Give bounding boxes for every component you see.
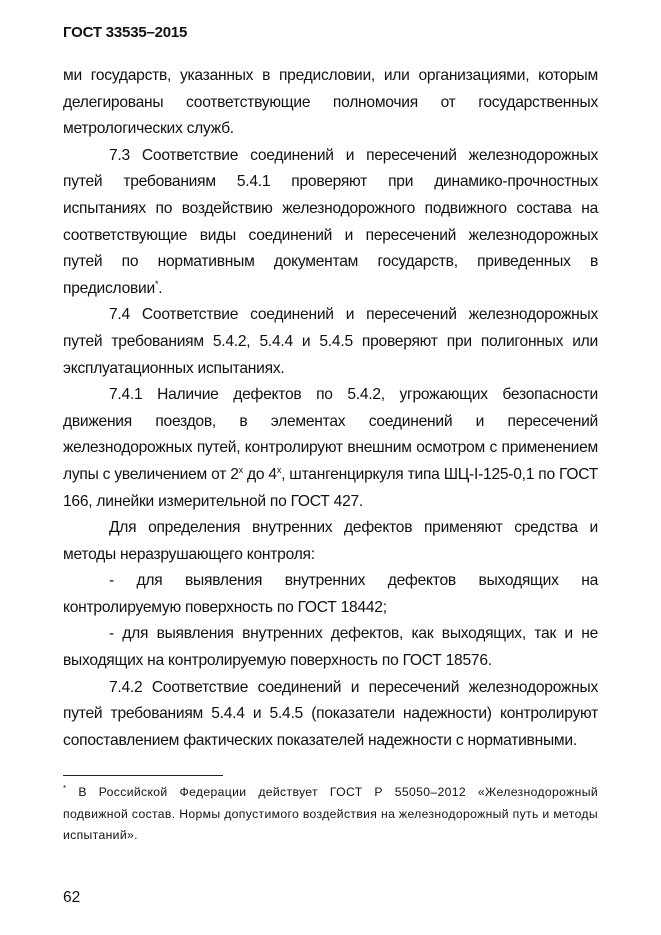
- paragraph-text: - для выявления внутренних дефектов выходящих на контролируемую поверхность по ГОСТ 18442;: [63, 572, 598, 616]
- paragraph-7-4: [63, 302, 598, 382]
- paragraph-text: 7.4.1 Наличие дефектов по 5.4.2, угрожающих безопасности движения поездов, в элементах соединений и пересечений железнодорожных путей, контролируют внешним осмотром с применением лупы с увеличением от 2: [63, 386, 598, 483]
- footnote-marker: *: [63, 784, 67, 793]
- list-item: [63, 568, 598, 621]
- paragraph-7-4-2: [63, 675, 598, 755]
- paragraph-text: 7.4 Соответствие соединений и пересечений железнодорожных путей требованиям 5.4.2, 5.4.4 и 5.4.5 проверяют при полигонных или эксплуатационных испытаниях.: [63, 306, 598, 377]
- paragraph-text: , штангенциркуля типа ШЦ-I-125-0,1 по ГОСТ 166, линейки измерительной по ГОСТ 427.: [63, 465, 598, 510]
- paragraph-text: до 4: [242, 465, 277, 483]
- paragraph-7-3: 7.3 Соответствие соединений и пересечений железнодорожных путей требованиям 5.4.1 проверяют при динамико-прочностных испытаниях по воздействию железнодорожного подвижного состава на соответствующие виды соединений и пересечений железнодорожных путей по нормативным документам государств, приведенных в предисловии*.: [63, 146, 598, 297]
- list-item: [63, 621, 598, 674]
- footnote-reference: *: [154, 278, 159, 289]
- superscript: х: [276, 464, 282, 475]
- paragraph-7-4-1: [63, 382, 598, 515]
- paragraph-text: Для определения внутренних дефектов применяют средства и методы неразрушающего контроля:: [63, 519, 598, 563]
- paragraph-continuation: [63, 63, 598, 143]
- paragraph-text: 7.3 Соответствие соединений и пересечений железнодорожных путей требованиям 5.4.1 проверяют при динамико-прочностных испытаниях по воздействию железнодорожного подвижного состава на соответствующие виды соединений и пересечений железнодорожных путей по нормативным документам государств, приведенных в предисловии: [63, 146, 598, 297]
- footnote-text: В Российской Федерации действует ГОСТ Р 55050–2012 «Железнодорожный подвижной состав. Нормы допустимого воздействия на железнодорожный путь и методы испытаний».: [63, 785, 598, 842]
- page-number: 62: [63, 889, 81, 906]
- paragraph-text: - для выявления внутренних дефектов, как выходящих, так и не выходящих на контролируемую поверхность по ГОСТ 18576.: [63, 625, 598, 670]
- superscript: х: [238, 464, 243, 475]
- paragraph-text: ми государств, указанных в предисловии, или организациями, которым делегированы соответствующие полномочия от государственных метрологических служб.: [63, 67, 598, 138]
- footnote-divider: [63, 775, 223, 776]
- document-body: [63, 63, 598, 754]
- paragraph-text: 7.4.2 Соответствие соединений и пересечений железнодорожных путей требованиям 5.4.4 и 5.4.5 (показатели надежности) контролируют сопоставлением фактических показателей надежности с нормативными.: [63, 678, 598, 749]
- footnote: [63, 782, 598, 847]
- document-header: ГОСТ 33535–2015: [63, 24, 188, 41]
- paragraph-ndt-intro: [63, 515, 598, 568]
